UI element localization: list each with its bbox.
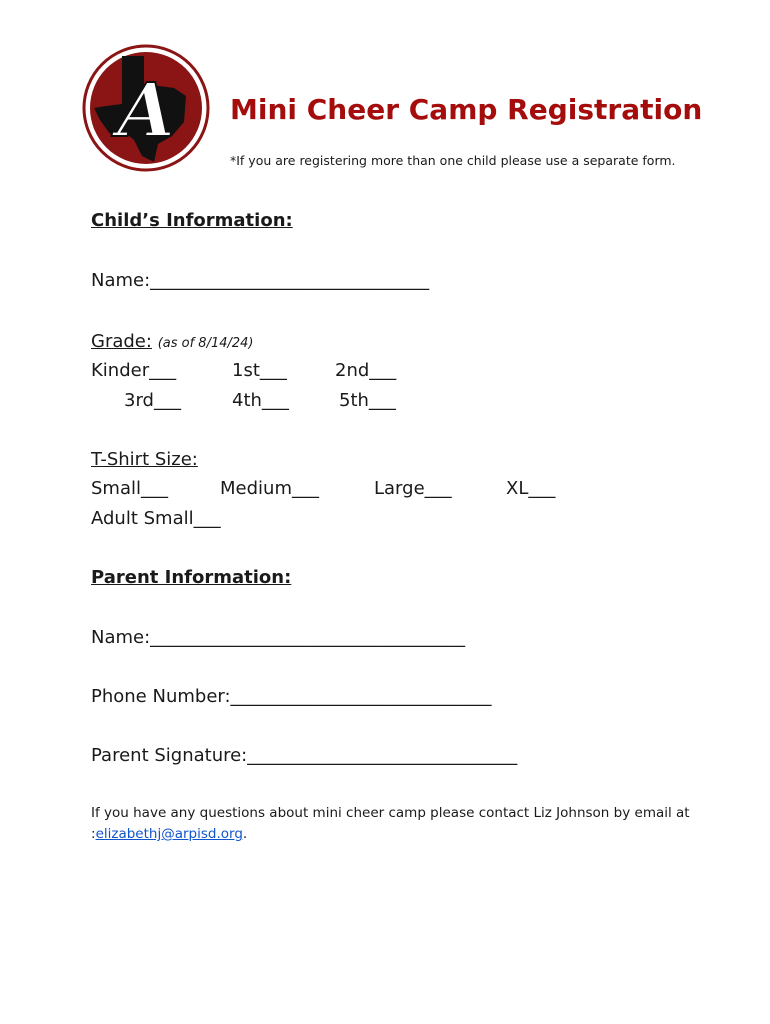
child-info-heading: Child’s Information: — [91, 210, 293, 231]
svg-text:A: A — [117, 68, 175, 154]
phone-number-field[interactable]: Phone Number:_____________________________ — [91, 686, 492, 707]
size-option-medium[interactable]: Medium___ — [220, 478, 319, 499]
grade-option-3rd[interactable]: 3rd___ — [124, 390, 181, 411]
contact-end: . — [242, 826, 248, 842]
grade-note: (as of 8/14/24) — [157, 336, 254, 351]
size-option-small[interactable]: Small___ — [91, 478, 168, 499]
grade-option-5th[interactable]: 5th___ — [339, 390, 396, 411]
grade-option-1st[interactable]: 1st___ — [232, 360, 287, 381]
parent-signature-field[interactable]: Parent Signature:______________________________ — [91, 745, 518, 766]
grade-label: Grade: — [91, 331, 152, 352]
contact-text: If you have any questions about mini cheer camp please contact Liz Johnson by email at : — [91, 805, 690, 842]
grade-option-2nd[interactable]: 2nd___ — [335, 360, 397, 381]
grade-label-row — [91, 331, 253, 352]
school-logo — [82, 44, 210, 172]
grade-option-4th[interactable]: 4th___ — [232, 390, 289, 411]
page-title: Mini Cheer Camp Registration — [230, 93, 703, 126]
form-note: *If you are registering more than one child please use a separate form. — [230, 153, 676, 168]
parent-name-field[interactable]: Name:___________________________________ — [91, 627, 466, 648]
contact-note — [91, 803, 691, 845]
tshirt-label: T-Shirt Size: — [91, 449, 198, 470]
size-option-xl[interactable]: XL___ — [506, 478, 556, 499]
grade-option-kinder[interactable]: Kinder___ — [91, 360, 177, 381]
contact-email-link[interactable]: elizabethj@arpisd.org — [95, 826, 243, 842]
parent-info-heading: Parent Information: — [91, 567, 292, 588]
size-option-adult-small[interactable]: Adult Small___ — [91, 508, 221, 529]
child-name-field[interactable]: Name:_______________________________ — [91, 270, 430, 291]
size-option-large[interactable]: Large___ — [374, 478, 452, 499]
